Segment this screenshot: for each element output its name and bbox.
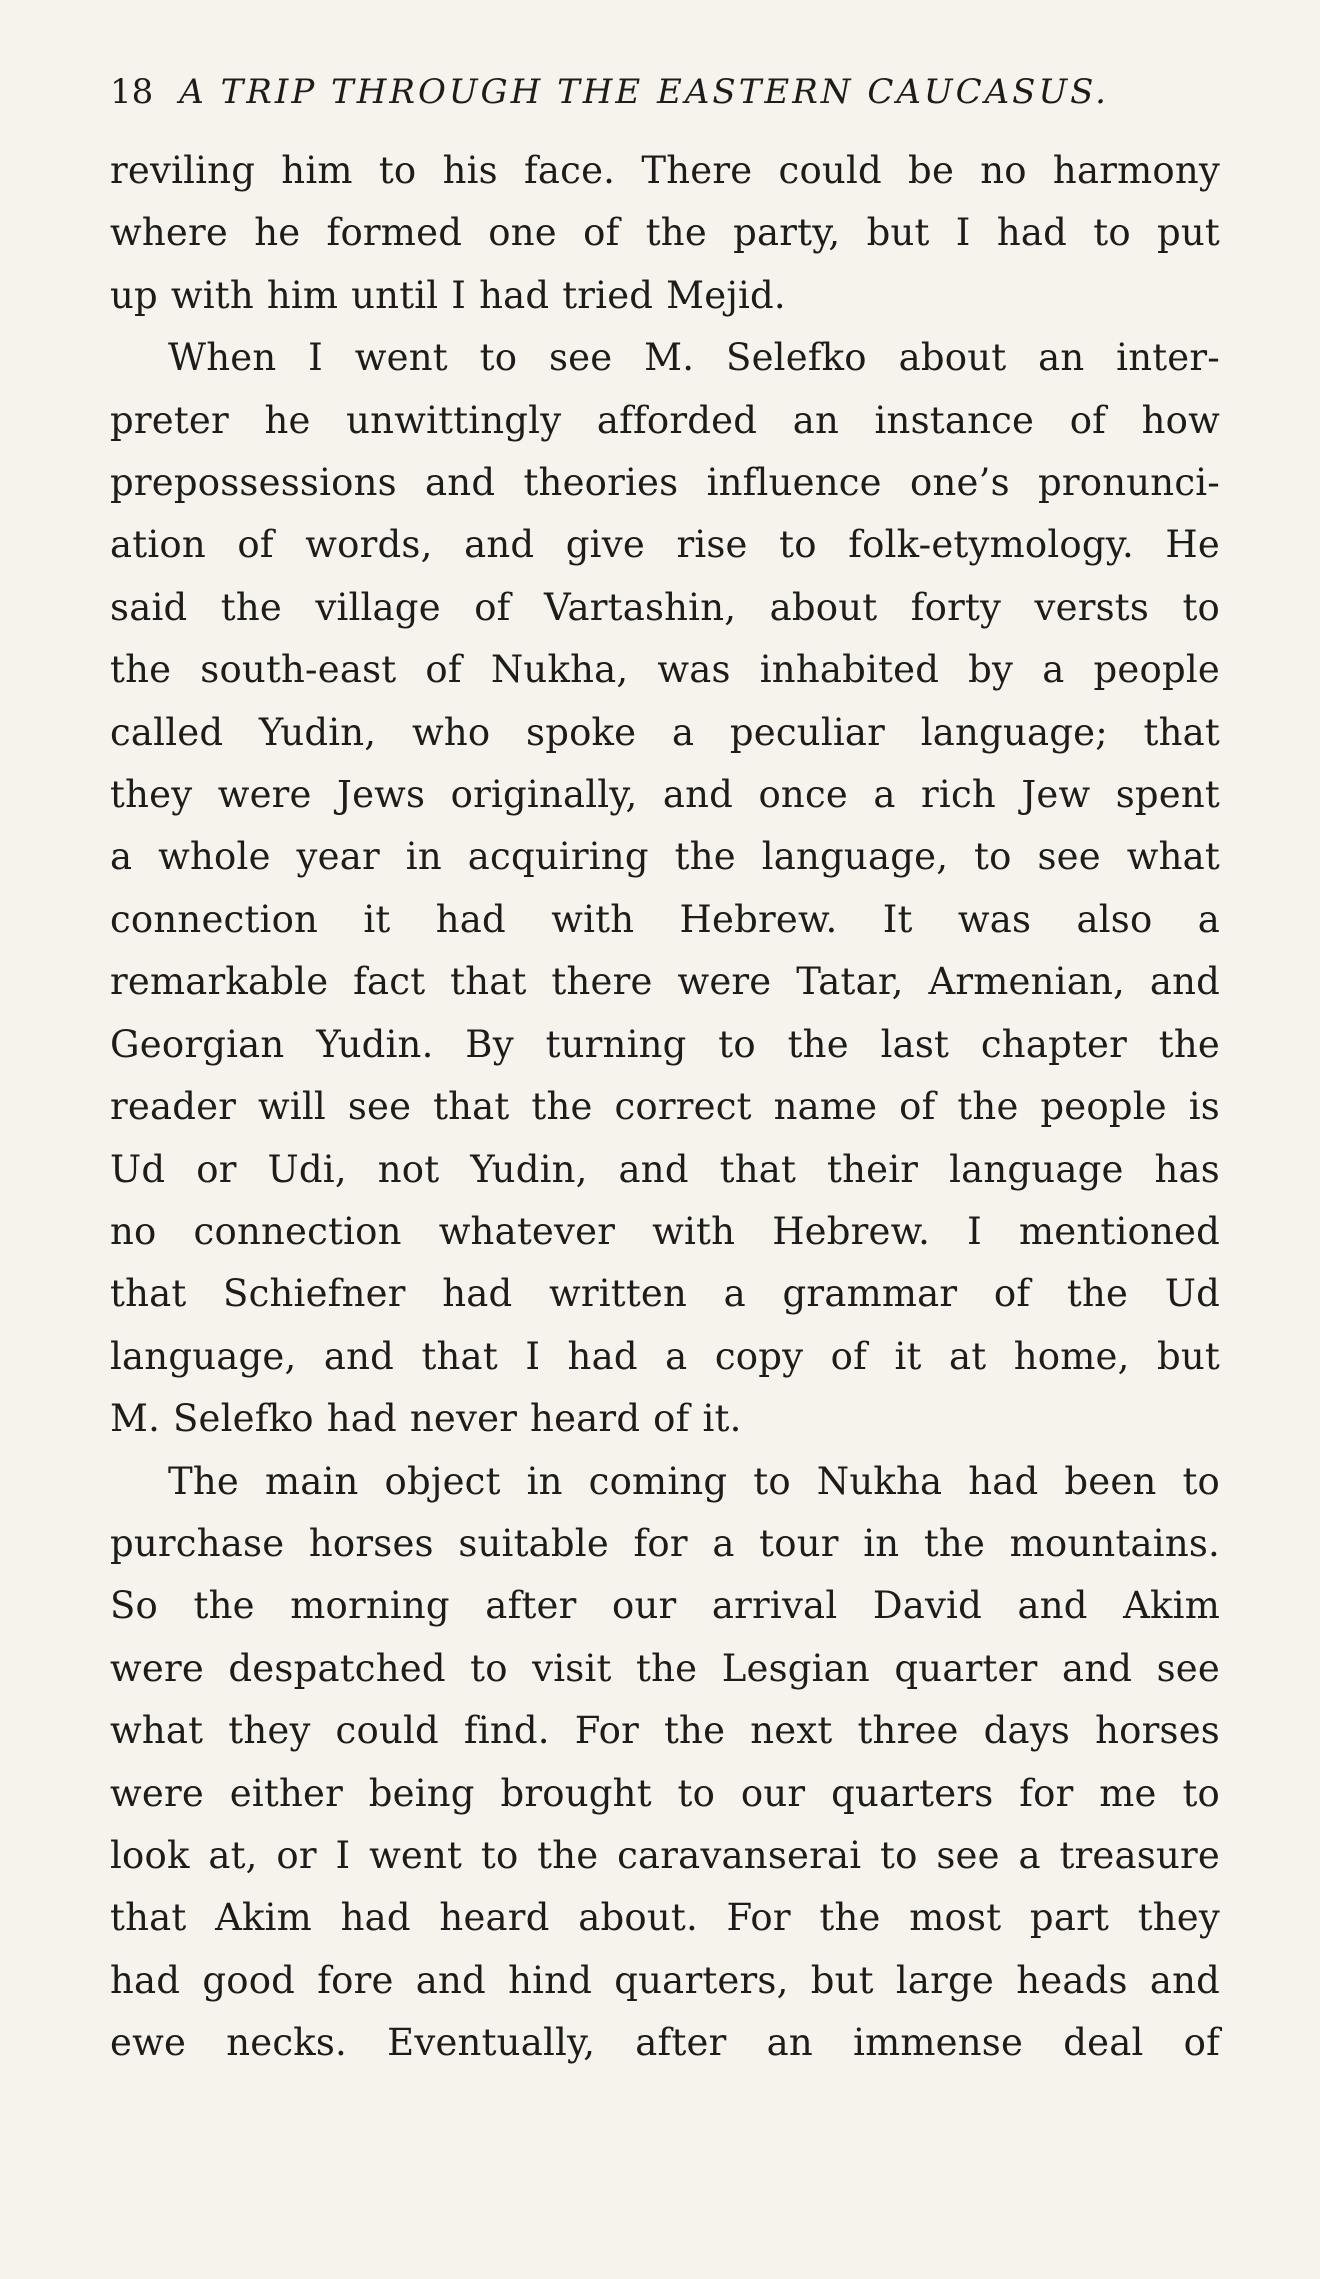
text-line: no connection whatever with Hebrew. I mentioned	[110, 1209, 1220, 1253]
text-line: that Akim had heard about. For the most part they	[110, 1896, 1220, 1940]
text-line: said the village of Vartashin, about forty versts to	[110, 585, 1220, 629]
text-line: a whole year in acquiring the language, to see what	[110, 835, 1220, 879]
text-line: Ud or Udi, not Yudin, and that their language has	[110, 1147, 1220, 1191]
text-line: up with him until I had tried Mejid.	[110, 273, 786, 317]
text-line: So the morning after our arrival David and Akim	[110, 1584, 1220, 1628]
text-line: ewe necks. Eventually, after an immense deal of	[110, 2021, 1220, 2065]
running-title: A TRIP THROUGH THE EASTERN CAUCASUS.	[179, 72, 1109, 112]
text-line: where he formed one of the party, but I had to put	[110, 211, 1220, 255]
text-line: what they could find. For the next three days horses	[110, 1709, 1220, 1753]
text-line: ation of words, and give rise to folk-etymology. He	[110, 523, 1220, 567]
running-head	[110, 68, 1220, 116]
body-text	[110, 140, 1220, 2075]
text-line: language, and that I had a copy of it at home, but	[110, 1334, 1220, 1378]
text-line: that Schiefner had written a grammar of the Ud	[110, 1272, 1220, 1316]
book-page	[110, 68, 1220, 2075]
text-line: prepossessions and theories influence one’s pronunci-	[110, 461, 1220, 505]
text-line: preter he unwittingly afforded an instance of how	[110, 398, 1220, 442]
text-line: they were Jews originally, and once a rich Jew spent	[110, 773, 1220, 817]
text-line: were either being brought to our quarters for me to	[110, 1771, 1220, 1815]
text-line: When I went to see M. Selefko about an inter-	[168, 336, 1220, 380]
text-line: were despatched to visit the Lesgian quarter and see	[110, 1646, 1220, 1690]
text-line: The main object in coming to Nukha had been to	[168, 1459, 1220, 1503]
text-line: reviling him to his face. There could be no harmony	[110, 149, 1220, 192]
text-line: Georgian Yudin. By turning to the last chapter the	[110, 1022, 1220, 1066]
text-line: M. Selefko had never heard of it.	[110, 1397, 742, 1441]
text-line: remarkable fact that there were Tatar, Armenian, and	[110, 960, 1220, 1004]
text-line: had good fore and hind quarters, but large heads and	[110, 1958, 1220, 2002]
text-line: connection it had with Hebrew. It was also a	[110, 897, 1220, 941]
text-line: called Yudin, who spoke a peculiar language; that	[110, 710, 1220, 754]
text-line: reader will see that the correct name of the people is	[110, 1085, 1220, 1129]
text-line: look at, or I went to the caravanserai to see a treasure	[110, 1833, 1220, 1877]
text-line: the south-east of Nukha, was inhabited by a people	[110, 648, 1220, 692]
text-line: purchase horses suitable for a tour in the mountains.	[110, 1521, 1220, 1565]
page-number: 18	[110, 72, 154, 112]
